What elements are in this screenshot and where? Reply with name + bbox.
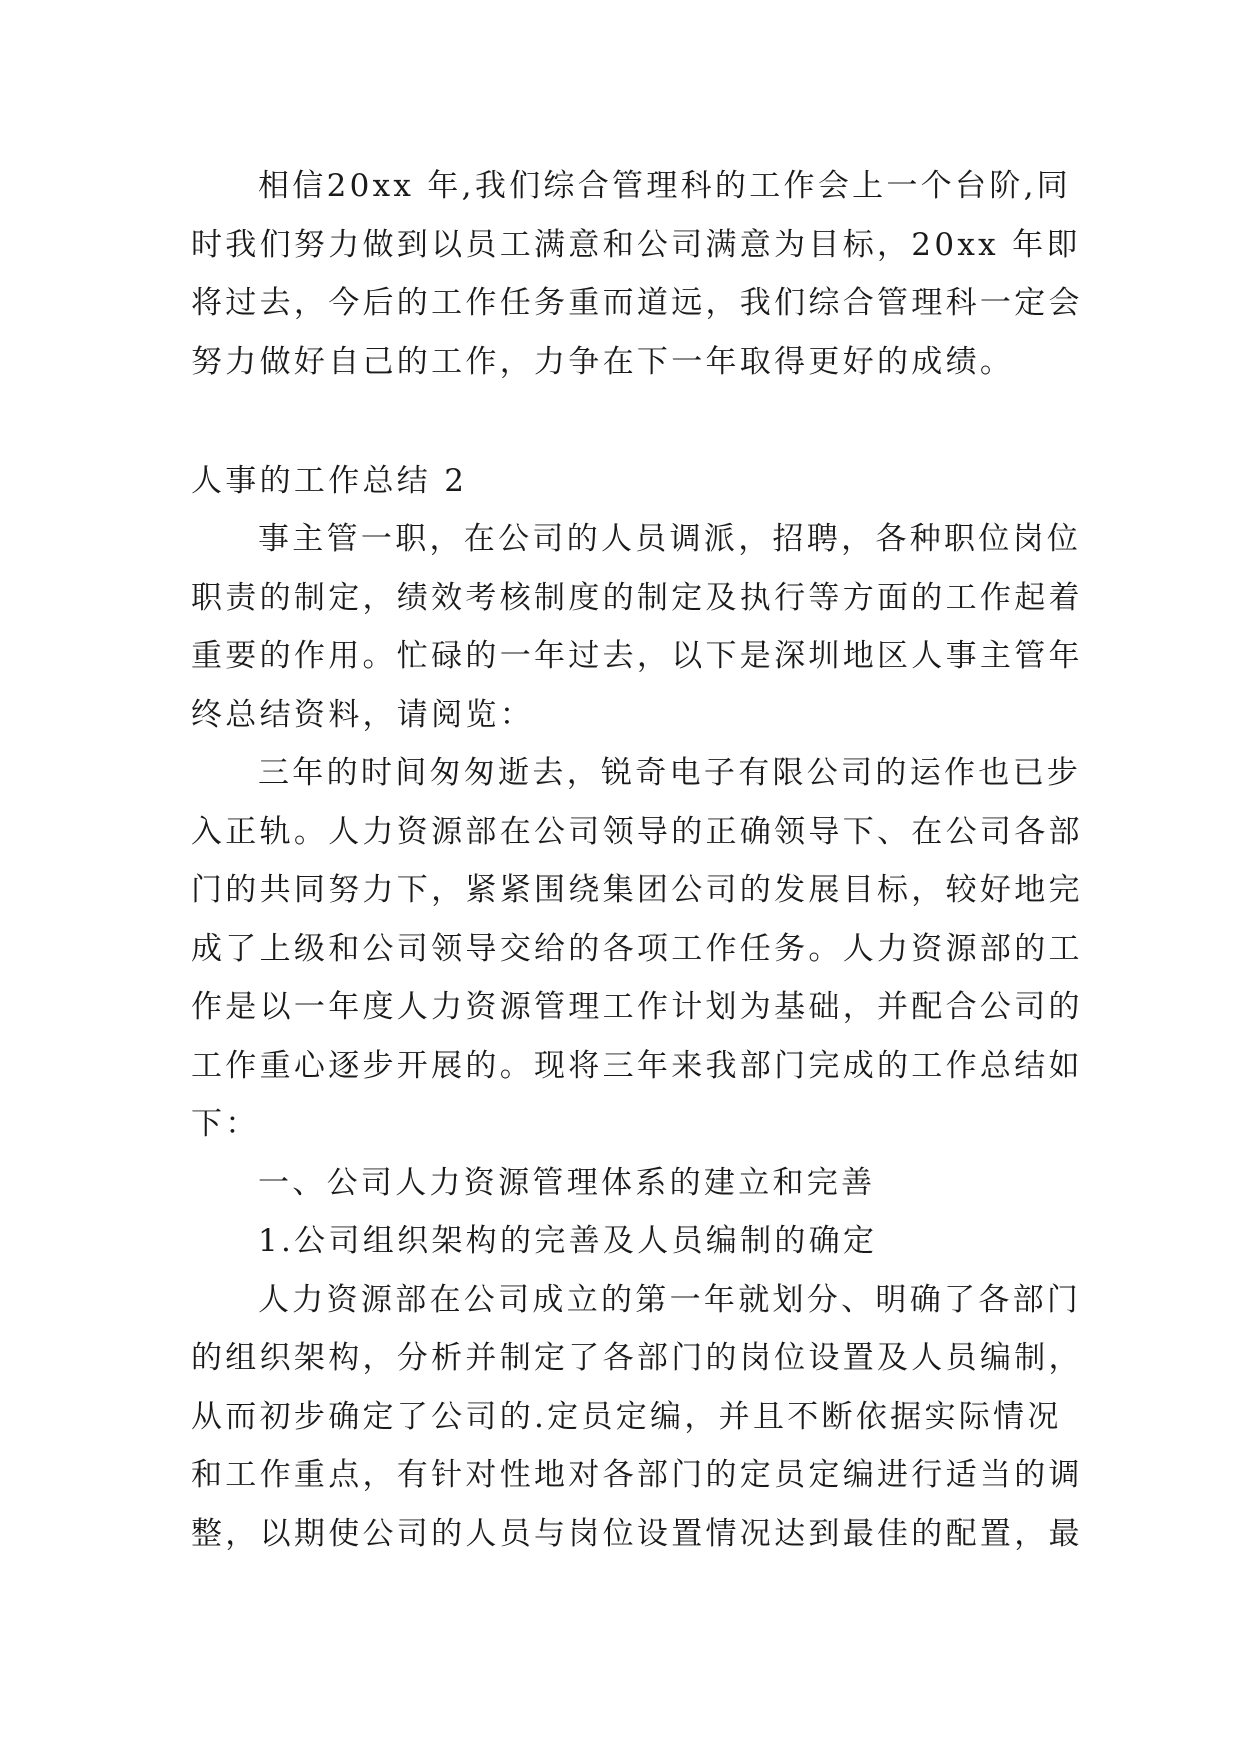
body-text: [191, 510, 1083, 1563]
text-line: 下：: [191, 1106, 260, 1142]
text-line: 和工作重点，有针对性地对各部门的定员定编进行适当的调: [191, 1457, 1083, 1493]
section-heading-block: [191, 452, 1055, 511]
text-line: 成了上级和公司领导交给的各项工作任务。人力资源部的工: [191, 930, 1083, 967]
text-line: 入正轨。人力资源部在公司领导的正确领导下、在公司各部: [191, 813, 1083, 850]
text-line: 终总结资料，请阅览：: [191, 696, 534, 733]
text-line: 工作重心逐步开展的。现将三年来我部门完成的工作总结如: [191, 1047, 1083, 1084]
text-line: 门的共同努力下，紧紧围绕集团公司的发展目标，较好地完: [191, 872, 1083, 908]
text-line: 职责的制定，绩效考核制度的制定及执行等方面的工作起着: [191, 579, 1083, 616]
text-line: 从而初步确定了公司的.定员定编，并且不断依据实际情况: [191, 1398, 1062, 1435]
text-line: 重要的作用。忙碌的一年过去，以下是深圳地区人事主管年: [191, 638, 1083, 674]
text-line: 努力做好自己的工作，力争在下一年取得更好的成绩。: [191, 343, 1015, 380]
intro-paragraph: [191, 157, 1083, 391]
text-line: 作是以一年度人力资源管理工作计划为基础，并配合公司的: [191, 989, 1083, 1025]
text-line: 的组织架构，分析并制定了各部门的岗位设置及人员编制，: [191, 1340, 1083, 1376]
text-line: 人力资源部在公司成立的第一年就划分、明确了各部门: [258, 1281, 1082, 1318]
text-line: 将过去，今后的工作任务重而道远，我们综合管理科一定会: [191, 285, 1083, 321]
text-line: 整，以期使公司的人员与岗位设置情况达到最佳的配置，最: [191, 1515, 1083, 1552]
section-heading: 人事的工作总结 2: [191, 463, 468, 499]
text-line: 时我们努力做到以员工满意和公司满意为目标，20xx 年即: [191, 226, 1081, 263]
text-line: 相信20xx 年,我们综合管理科的工作会上一个台阶,同: [258, 168, 1072, 204]
text-line: 三年的时间匆匆逝去，锐奇电子有限公司的运作也已步: [258, 755, 1082, 791]
subsection-heading: 一、公司人力资源管理体系的建立和完善: [258, 1164, 876, 1201]
subsection-heading: 1.公司组织架构的完善及人员编制的确定: [258, 1223, 878, 1259]
text-line: 事主管一职，在公司的人员调派，招聘，各种职位岗位: [258, 521, 1082, 557]
